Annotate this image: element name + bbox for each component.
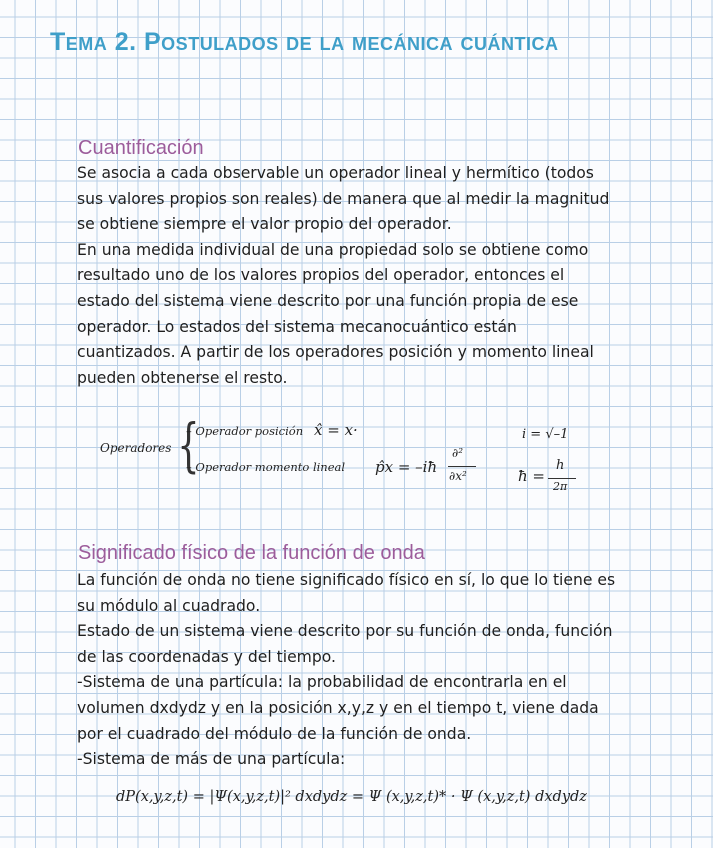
body-line: operador. Lo estados del sistema mecanocuántico están [77,317,517,336]
body-line: se obtiene siempre el valor propio del operador. [77,215,452,234]
section-body-significado [77,568,667,773]
operators-label: Operadores [100,441,172,455]
body-line: de las coordenadas y del tiempo. [77,647,336,666]
body-line: pueden obtenerse el resto. [77,368,288,387]
operator-momentum-formula: p̂x = –iħ [375,458,438,476]
body-line: Se asocia a cada observable un operador lineal y hermítico (todos [77,164,594,182]
hbar-fraction-numerator: h [556,458,565,473]
momentum-fraction-denominator: ∂x² [449,469,467,483]
hbar-fraction-denominator: 2π [553,480,568,493]
probability-density-formula: dP(x,y,z,t) = |Ψ(x,y,z,t)|² dxdydz = Ψ (x,y,z,t)* · Ψ (x,y,z,t) dxdydz [116,789,587,805]
operator-position-label: – Operador posición [186,424,304,438]
body-line: sus valores propios son reales) de manera que al medir la magnitud [77,189,610,208]
operator-momentum-label: – Operador momento lineal [186,460,346,474]
body-line: -Sistema de una partícula: la probabilidad de encontrarla en el [77,673,567,692]
body-line: resultado uno de los valores propios del operador, entonces el [77,266,565,285]
section-heading-significado: Significado físico de la función de onda [78,542,425,564]
body-line: En una medida individual de una propiedad solo se obtiene como [77,240,589,259]
momentum-fraction-bar [448,466,476,467]
section-body-cuantificacion [77,161,667,391]
body-line: volumen dxdydz y en la posición x,y,z y en el tiempo t, viene dada [77,698,599,717]
imaginary-unit-definition: i = √–1 [522,427,569,442]
body-line: su módulo al cuadrado. [77,596,261,615]
page-title: Tema 2. Postulados de la mecánica cuántica [50,28,559,56]
operators-brace: { [177,411,200,479]
momentum-fraction-numerator: ∂² [452,446,464,460]
body-line: La función de onda no tiene significado físico en sí, lo que lo tiene es [77,571,616,589]
operator-position-formula: x̂ = x· [314,421,358,439]
body-line: estado del sistema viene descrito por una función propia de ese [77,291,579,310]
hbar-fraction-bar [548,478,576,479]
body-line: por el cuadrado del módulo de la función de onda. [77,724,472,743]
body-line: cuantizados. A partir de los operadores posición y momento lineal [77,343,594,362]
section-heading-cuantificacion: Cuantificación [78,137,204,159]
body-line: Estado de un sistema viene descrito por su función de onda, función [77,622,613,641]
body-line: -Sistema de más de una partícula: [77,750,346,769]
hbar-definition: ħ = [518,467,545,485]
